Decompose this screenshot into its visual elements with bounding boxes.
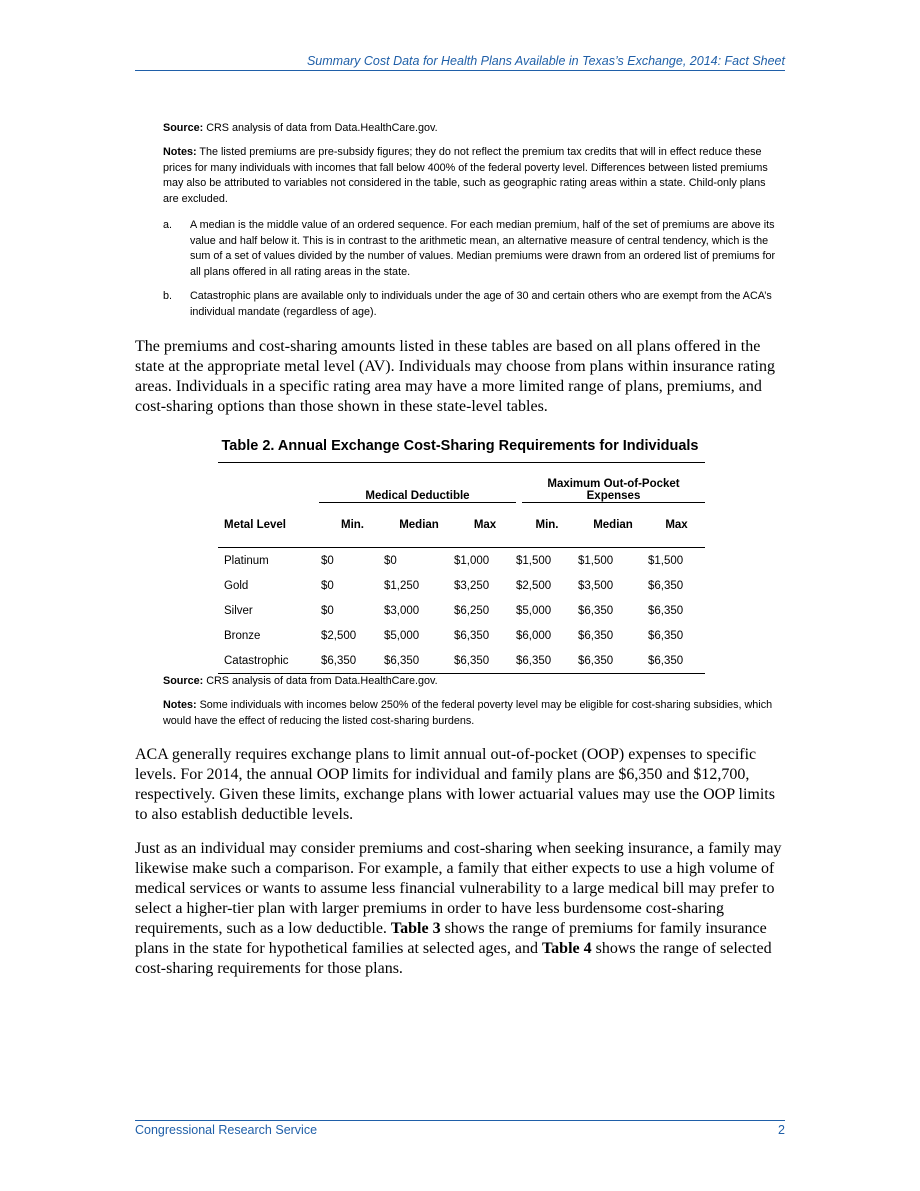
table-row	[218, 623, 705, 648]
cell: $2,500	[516, 579, 552, 592]
notes-label: Notes:	[163, 699, 197, 711]
cell: $6,350	[648, 579, 684, 592]
footnote-label: b.	[163, 290, 173, 302]
cell: Platinum	[224, 554, 269, 567]
group-header-oop: Maximum Out-of-Pocket Expenses	[516, 463, 705, 504]
running-header-title: Summary Cost Data for Health Plans Available in Texas’s Exchange, 2014: Fact Sheet	[306, 54, 785, 68]
cell: $1,500	[516, 554, 552, 567]
table2-notes	[163, 698, 778, 729]
cell: $0	[384, 554, 397, 567]
cell: $5,000	[516, 604, 552, 617]
col-deductible-median: Median	[384, 503, 454, 548]
cell: $6,350	[321, 654, 357, 667]
cell: $6,350	[578, 654, 614, 667]
header-rule	[135, 70, 785, 71]
cell: $6,350	[516, 654, 552, 667]
table2-source	[163, 674, 778, 690]
cell: $3,000	[384, 604, 420, 617]
footnote-b	[163, 289, 778, 320]
cell: $6,350	[384, 654, 420, 667]
table-row	[218, 573, 705, 598]
table-group-header	[218, 463, 705, 504]
cell: $6,350	[454, 629, 490, 642]
cell: $1,000	[454, 554, 490, 567]
body-paragraph-1: The premiums and cost-sharing amounts listed in these tables are based on all plans offered in the state at the appropriate metal level (AV). Individuals may choose from plans within insurance rating areas. Individuals in a specific rating area may have a more limited range of plans, premiums, and cost-sharing options than those shown in these state-level tables.	[135, 338, 775, 415]
cell: $1,500	[648, 554, 684, 567]
page-number: 2	[778, 1123, 785, 1137]
cell: $1,500	[578, 554, 614, 567]
cell: $6,350	[648, 654, 684, 667]
footer-rule	[135, 1120, 785, 1121]
cell: $6,350	[578, 604, 614, 617]
cell: $3,500	[578, 579, 614, 592]
col-metal-level: Metal Level	[218, 503, 321, 548]
footnote-text: Catastrophic plans are available only to individuals under the age of 30 and certain others who are exempt from the ACA’s individual mandate (regardless of age).	[190, 290, 772, 318]
table-row	[218, 648, 705, 674]
footer-publisher: Congressional Research Service	[135, 1123, 318, 1137]
cell: $6,250	[454, 604, 490, 617]
body-paragraph-2: ACA generally requires exchange plans to limit annual out-of-pocket (OOP) expenses to specific levels. For 2014, the annual OOP limits for individual and family plans are $6,350 and $12,700, respectively. Given these limits, exchange plans with lower actuarial values may use the OOP limits to also establish deductible levels.	[135, 746, 775, 823]
col-oop-min: Min.	[516, 503, 578, 548]
cell: Bronze	[224, 629, 261, 642]
cost-sharing-table	[218, 462, 705, 674]
table3-reference: Table 3	[390, 920, 441, 937]
cell: $0	[321, 604, 334, 617]
cell: $1,250	[384, 579, 420, 592]
cell: $3,250	[454, 579, 490, 592]
col-deductible-max: Max	[454, 503, 516, 548]
body-paragraph-3	[135, 839, 785, 979]
source-label: Source:	[163, 122, 204, 134]
col-oop-max: Max	[648, 503, 705, 548]
notes-label: Notes:	[163, 146, 197, 158]
table2-title: Table 2. Annual Exchange Cost-Sharing Requirements for Individuals	[221, 438, 699, 454]
cell: $0	[321, 579, 334, 592]
paragraph-text: Just as an individual may consider premiums and cost-sharing when seeking insurance, a family may likewise make such a comparison. For example, a family that either expects to use a high volume of medical services or wants to assume less financial vulnerability to a large medical bill may prefer to select a higher-tier plan with larger premiums in order to have less burdensome cost-sharing requirements, such as a low deductible.	[135, 840, 782, 937]
source-text: CRS analysis of data from Data.HealthCare.gov.	[206, 675, 438, 687]
col-oop-median: Median	[578, 503, 648, 548]
cell: Silver	[224, 604, 253, 617]
table1-notes	[163, 145, 778, 207]
cell: $6,000	[516, 629, 552, 642]
notes-text: The listed premiums are pre-subsidy figures; they do not reflect the premium tax credits that will in effect reduce these prices for many individuals with incomes that fall below 400% of the federal poverty level. Differences between listed premiums may also be attributed to variables not considered in the table, such as geographic rating areas within a state. Child-only plans are excluded.	[163, 146, 768, 205]
cell: $5,000	[384, 629, 420, 642]
table4-reference: Table 4	[541, 940, 592, 957]
cell: $6,350	[648, 604, 684, 617]
cell: Catastrophic	[224, 654, 289, 667]
cell: $0	[321, 554, 334, 567]
group-header-deductible: Medical Deductible	[321, 463, 516, 504]
table-column-header	[218, 503, 705, 548]
table1-source	[163, 121, 778, 137]
cell: $6,350	[578, 629, 614, 642]
cell: Gold	[224, 579, 249, 592]
col-deductible-min: Min.	[321, 503, 384, 548]
cell: $6,350	[648, 629, 684, 642]
footnote-text: A median is the middle value of an ordered sequence. For each median premium, half of the set of premiums are above its value and half below it. This is in contrast to the arithmetic mean, an alternative measure of central tendency, which is the sum of a set of values divided by the number of values. Median premiums were drawn from an ordered list of premiums for all plans offered in all rating areas in the state.	[190, 219, 776, 278]
footnote-label: a.	[163, 219, 173, 231]
source-label: Source:	[163, 675, 204, 687]
cell: $2,500	[321, 629, 357, 642]
cell: $6,350	[454, 654, 490, 667]
source-text: CRS analysis of data from Data.HealthCare.gov.	[206, 122, 438, 134]
notes-text: Some individuals with incomes below 250% of the federal poverty level may be eligible for cost-sharing subsidies, which would have the effect of reducing the listed cost-sharing burdens.	[163, 699, 773, 727]
table-row	[218, 598, 705, 623]
footnote-a	[163, 218, 778, 280]
table-row	[218, 548, 705, 574]
paragraph-text: shows the range of premiums for family insurance plans in the state for hypothetical families at selected ages, and	[135, 920, 767, 957]
paragraph-text: shows the range of selected cost-sharing requirements for those plans.	[135, 940, 772, 977]
